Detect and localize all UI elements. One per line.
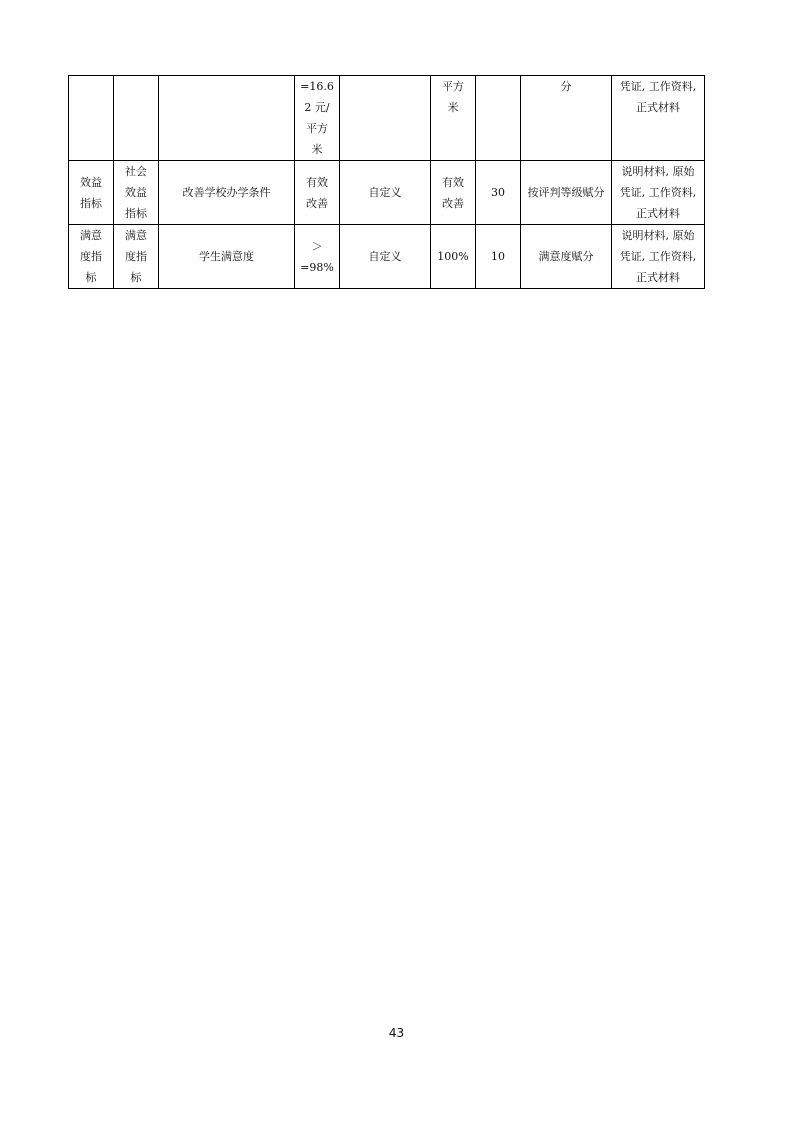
evidence-cell xyxy=(612,225,705,289)
table-row xyxy=(69,161,705,225)
cell-text: 正式材料 xyxy=(636,271,680,284)
weight-cell xyxy=(476,225,521,289)
cell-text: 米 xyxy=(447,101,459,114)
value-type-cell xyxy=(340,161,431,225)
target-value-cell xyxy=(295,76,340,161)
level1-indicator-cell xyxy=(69,161,114,225)
unit-cell xyxy=(431,76,476,161)
cell-text: 效益 xyxy=(80,175,102,189)
value-type-cell xyxy=(340,76,431,161)
unit-cell xyxy=(431,161,476,225)
level3-indicator-cell xyxy=(159,225,295,289)
cell-text: 度指 xyxy=(125,250,147,263)
cell-text: ＞ xyxy=(311,239,323,253)
cell-text: 改善 xyxy=(442,196,464,210)
cell-text: 10 xyxy=(491,250,505,263)
target-value-cell xyxy=(295,225,340,289)
cell-text: 度指 xyxy=(80,250,102,263)
cell-text: 说明材料, 原始 xyxy=(621,229,695,242)
cell-text: 2 元/ xyxy=(304,101,330,114)
cell-text: 说明材料, 原始 xyxy=(621,165,695,178)
level2-indicator-cell xyxy=(114,76,159,161)
cell-text: 指标 xyxy=(125,207,147,220)
cell-text: 自定义 xyxy=(368,186,402,199)
cell-text: 凭证, 工作资料, xyxy=(619,250,697,263)
cell-text: 平方 xyxy=(306,122,328,135)
cell-text: 米 xyxy=(311,143,323,156)
cell-text: 改善 xyxy=(306,196,328,210)
scoring-method-cell xyxy=(521,225,612,289)
weight-cell xyxy=(476,161,521,225)
level2-indicator-cell xyxy=(114,225,159,289)
cell-text: 凭证, 工作资料, xyxy=(619,186,697,199)
cell-text: =16.6 xyxy=(300,80,334,93)
level3-indicator-cell xyxy=(159,76,295,161)
table-row xyxy=(69,76,705,161)
level1-indicator-cell xyxy=(69,225,114,289)
value-type-cell xyxy=(340,225,431,289)
cell-text: 效益 xyxy=(125,186,147,199)
cell-text: 标 xyxy=(85,271,97,284)
cell-text: 正式材料 xyxy=(636,207,680,220)
cell-text: 自定义 xyxy=(368,250,402,263)
cell-text: 分 xyxy=(560,80,572,93)
cell-text: 满意 xyxy=(80,229,102,242)
cell-text: 按评判等级赋分 xyxy=(527,186,605,199)
level2-indicator-cell xyxy=(114,161,159,225)
cell-text: 100% xyxy=(437,250,469,263)
cell-text: =98% xyxy=(300,260,334,274)
table-row xyxy=(69,225,705,289)
cell-text: 学生满意度 xyxy=(199,250,254,263)
cell-text: 平方 xyxy=(442,80,464,93)
page-number: 43 xyxy=(388,1026,405,1040)
cell-text: 30 xyxy=(491,186,505,199)
evidence-cell xyxy=(612,161,705,225)
cell-text: 标 xyxy=(130,271,142,284)
indicator-table xyxy=(68,75,705,289)
cell-text: 改善学校办学条件 xyxy=(182,186,271,199)
cell-text: 有效 xyxy=(306,175,328,189)
level3-indicator-cell xyxy=(159,161,295,225)
cell-text: 有效 xyxy=(442,175,464,189)
scoring-method-cell xyxy=(521,76,612,161)
weight-cell xyxy=(476,76,521,161)
cell-text: 满意度赋分 xyxy=(538,250,594,263)
cell-text: 凭证, 工作资料, xyxy=(619,80,697,93)
cell-text: 正式材料 xyxy=(636,101,680,114)
unit-cell xyxy=(431,225,476,289)
target-value-cell xyxy=(295,161,340,225)
scoring-method-cell xyxy=(521,161,612,225)
cell-text: 指标 xyxy=(80,196,102,210)
level1-indicator-cell xyxy=(69,76,114,161)
evidence-cell xyxy=(612,76,705,161)
cell-text: 社会 xyxy=(125,165,147,178)
cell-text: 满意 xyxy=(125,229,147,242)
